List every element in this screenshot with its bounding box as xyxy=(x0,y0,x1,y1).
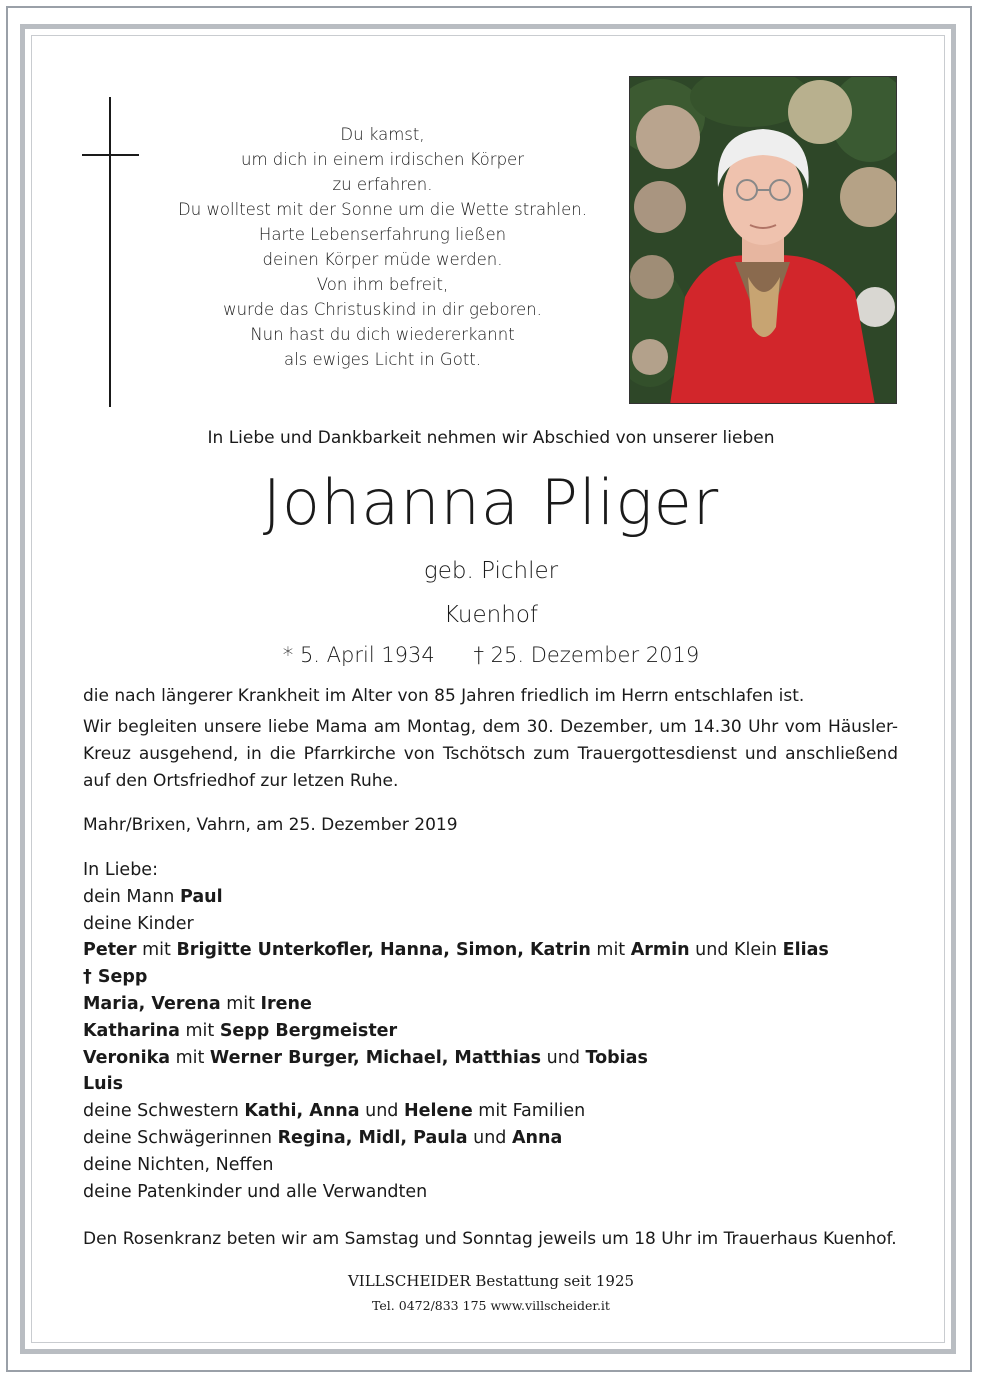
intro-text: In Liebe und Dankbarkeit nehmen wir Abschied von unserer lieben xyxy=(207,428,775,448)
family-list xyxy=(83,857,898,1205)
poem-line: Harte Lebenserfahrung ließen xyxy=(258,225,507,244)
life-dates xyxy=(0,643,982,667)
family-line: Peter mit Brigitte Unterkofler, Hanna, Simon, Katrin mit Armin und Klein Elias xyxy=(83,940,829,961)
family-line: Katharina mit Sepp Bergmeister xyxy=(83,1020,398,1041)
poem-line: Von ihm befreit, xyxy=(316,275,449,294)
farm-name: Kuenhof xyxy=(444,602,538,628)
place-date: Mahr/Brixen, Vahrn, am 25. Dezember 2019 xyxy=(83,815,458,835)
family-line: deine Nichten, Neffen xyxy=(83,1154,274,1175)
family-line: deine Kinder xyxy=(83,913,194,934)
family-intro: In Liebe: xyxy=(83,860,158,880)
family-line: Maria, Verena mit Irene xyxy=(83,993,312,1014)
poem-line: deinen Körper müde werden. xyxy=(262,250,503,269)
family-line: deine Patenkinder und alle Verwandten xyxy=(83,1181,428,1202)
poem-line: um dich in einem irdischen Körper xyxy=(241,150,524,169)
funeral-text: Wir begleiten unsere liebe Mama am Montag, dem 30. Dezember, um 14.30 Uhr vom Häusler-Kreuz ausgehend, in die Pfarrkirche von Tschötsch zum Trauergottesdienst und anschließend auf den Ortsfriedhof zur letzen Ruhe. xyxy=(83,717,898,791)
poem xyxy=(170,122,595,372)
passing-text: die nach längerer Krankheit im Alter von 85 Jahren friedlich im Herrn entschlafen ist. xyxy=(83,686,805,706)
family-line: deine Schwestern Kathi, Anna und Helene mit Familien xyxy=(83,1101,586,1122)
poem-line: Du wolltest mit der Sonne um die Wette strahlen. xyxy=(178,200,587,219)
poem-line: Nun hast du dich wiedererkannt xyxy=(250,325,515,344)
rosary-text: Den Rosenkranz beten wir am Samstag und Sonntag jeweils um 18 Uhr im Trauerhaus Kuenhof. xyxy=(83,1229,897,1249)
family-line: Luis xyxy=(83,1074,124,1095)
birth-name: geb. Pichler xyxy=(423,558,559,584)
poem-line: zu erfahren. xyxy=(332,175,433,194)
family-line: dein Mann Paul xyxy=(83,886,223,907)
portrait-photo xyxy=(629,76,897,404)
family-line: Veronika mit Werner Burger, Michael, Matthias und Tobias xyxy=(83,1047,648,1068)
family-line: deine Schwägerinnen Regina, Midl, Paula und Anna xyxy=(83,1127,563,1148)
family-line: † Sepp xyxy=(83,967,148,988)
deceased-name: Johanna Pliger xyxy=(262,466,720,539)
funeral-home-name: VILLSCHEIDER Bestattung seit 1925 xyxy=(347,1272,635,1290)
birth-date: * 5. April 1934 xyxy=(282,643,435,667)
poem-line: als ewiges Licht in Gott. xyxy=(283,350,482,369)
poem-line: Du kamst, xyxy=(340,125,425,144)
funeral-home-contact: Tel. 0472/833 175 www.villscheider.it xyxy=(372,1298,610,1313)
poem-line: wurde das Christuskind in dir geboren. xyxy=(223,300,542,319)
death-date: † 25. Dezember 2019 xyxy=(473,643,700,667)
portrait-illustration xyxy=(630,77,897,404)
